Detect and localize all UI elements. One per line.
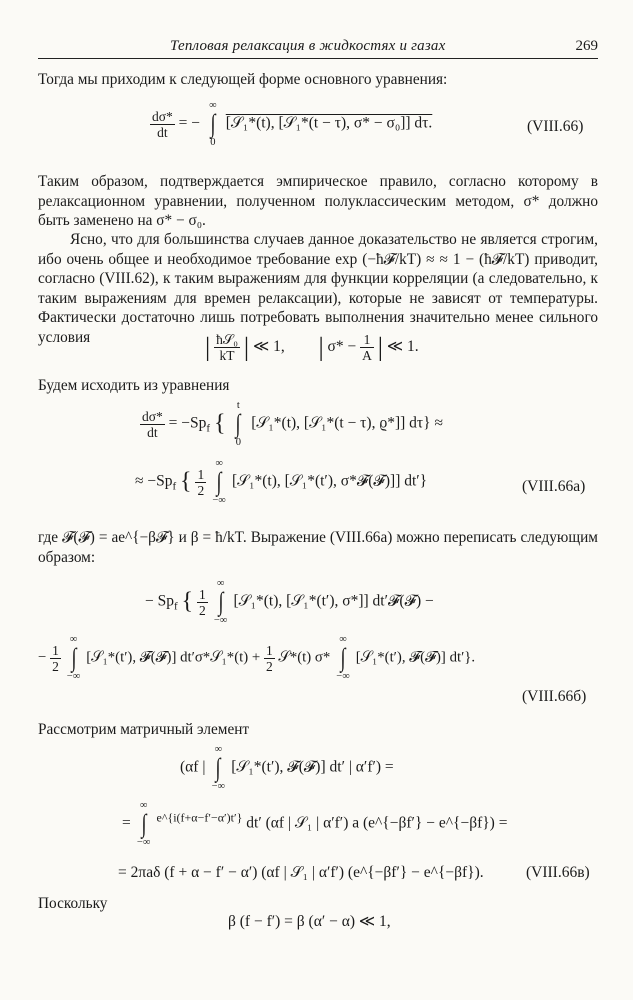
integral-lower-limit: 0: [235, 437, 241, 448]
condition-relation-b: ≪ 1.: [386, 338, 419, 356]
fraction-h-s0-kt: [214, 332, 240, 363]
integral-upper-limit: ∞: [339, 634, 347, 645]
equation-matrix-element: [180, 744, 394, 792]
paragraph-6: Рассмотрим матричный элемент: [38, 721, 250, 738]
equation-body: [𝒮₁*(t), [𝒮₁*(t − τ), σ* − σ₀]] dτ.: [225, 114, 433, 132]
paragraph-4: Будем исходить из уравнения: [38, 377, 230, 394]
equation-body: = 2πaδ (f + α − f′ − α′) (αf | 𝒮₁ | α′f′) (e^{−βf′} − e^{−βf}).: [118, 864, 484, 881]
integral-lower-limit: 0: [210, 137, 216, 148]
equation-number-viii-66a: (VIII.66а): [522, 478, 586, 495]
equation-body: [𝒮₁*(t′), 𝓕(𝓕)] dt′ | α′f′) =: [231, 758, 394, 776]
exponential-factor: e^{i(f+α−f′−α′)t′}: [156, 810, 243, 825]
integral-lower-limit: −∞: [213, 615, 228, 626]
fraction-denominator: 2: [265, 658, 273, 674]
fraction-numerator: 1: [52, 642, 59, 658]
fraction-numerator: dσ*: [142, 408, 163, 424]
fraction-denominator: 2: [197, 482, 205, 498]
condition-relation-a: ≪ 1,: [252, 338, 285, 356]
integral-lower-limit: −∞: [66, 671, 81, 682]
integral-sign: ∞ ∫ 0: [204, 100, 222, 148]
header-title: Тепловая релаксация в жидкостях и газах: [170, 38, 446, 54]
fraction-half-2: [264, 643, 275, 674]
fraction-denominator: A: [362, 348, 372, 363]
matrix-element-open: (αf |: [180, 758, 206, 776]
equation-matrix-expansion: [122, 800, 507, 848]
equation-operator: −: [38, 649, 47, 666]
integral-lower-limit: −∞: [136, 837, 151, 848]
fraction-denominator: 2: [52, 658, 59, 674]
fraction-numerator: 1: [198, 586, 206, 602]
integral-sign: ∞ ∫ −∞: [209, 744, 227, 792]
equation-viii-66v: [118, 864, 484, 882]
integral-lower-limit: −∞: [211, 781, 226, 792]
fraction-numerator: 1: [197, 466, 205, 482]
fraction-half: [197, 587, 208, 618]
equation-body-part-2: 𝒮*(t) σ*: [278, 649, 331, 666]
equation-number-viii-66b: (VIII.66б): [522, 688, 587, 705]
paragraph-2: Таким образом, подтверждается эмпирическое правило, согласно которому в релаксационном уравнении, полученном полуклассическим методом, σ* должно быть заменено на σ* − σ₀.: [38, 173, 598, 229]
condition-equation: | $\frac{\text{ħ𝒮₀}}{kT}$ | ≪ 1, | σ* − $\frac{1}{A}$ | ≪ 1.: [205, 332, 419, 363]
condition-sigma: σ* −: [327, 338, 357, 356]
equation-body: dt′ (αf | 𝒮₁ | α′f′) a (e^{−βf′} − e^{−βf}) =: [246, 814, 508, 832]
integral-sign: ∞ ∫ −∞: [135, 800, 153, 848]
paragraph-7: Поскольку: [38, 895, 108, 912]
integral-sign: ∞ ∫ −∞: [65, 634, 83, 682]
integral-sign: t ∫ 0: [229, 400, 247, 448]
equation-body: β (f − f′) = β (α′ − α) ≪ 1,: [228, 913, 391, 930]
integral-sign-2: ∞ ∫ −∞: [334, 634, 352, 682]
fraction-half: [195, 467, 206, 498]
integral-upper-limit: ∞: [215, 458, 223, 469]
equation-viii-66a: ≈ $-Sp_f$ { $\frac{1}{2}$ ∞ ∫ −∞ [𝒮₁*(t), [𝒮₁*(t′), σ*𝓕(𝓕)]] dt′}: [135, 458, 428, 506]
equation-operator: − Sp: [145, 592, 174, 610]
fraction-dsigma-dt: [140, 409, 165, 440]
integral-sign: ∞ ∫ −∞: [210, 458, 228, 506]
integral-upper-limit: ∞: [209, 100, 217, 111]
trace-subscript: f: [174, 600, 178, 613]
trace-subscript: f: [172, 480, 177, 493]
integral-lower-limit: −∞: [336, 671, 350, 682]
equation-beta-condition: [228, 912, 391, 931]
fraction-numerator: ħ𝒮₀: [216, 332, 238, 347]
integral-upper-limit: ∞: [216, 578, 225, 589]
equation-body-part-1: [𝒮₁*(t′), 𝓕(𝓕)] dt′σ*𝒮₁*(t) +: [86, 649, 261, 666]
equation-rewrite-line-2: [38, 634, 475, 682]
equation-operator: =: [122, 814, 131, 832]
equation-body-part-3: [𝒮₁*(t′), 𝓕(𝓕)] dt′}.: [355, 649, 476, 666]
equation-number-viii-66v: (VIII.66в): [526, 864, 590, 881]
equation-body: [𝒮₁*(t), [𝒮₁*(t − τ), ϱ*]] dτ} ≈: [251, 414, 443, 432]
integral-upper-limit: ∞: [139, 800, 148, 811]
integral-upper-limit: ∞: [69, 634, 78, 645]
equation-operator: = −Sp: [168, 414, 207, 432]
paragraph-3: Ясно, что для большинства случаев данное доказательство не является строгим, ибо очень общее и необходимое требование exp (−ħ𝓕/kT) ≈ ≈ 1 − (ħ𝓕/kT) приводит, согласно (VIII.62), к таким выражениям для функции корреляции (а следовательно, к таким выражениям для времен релаксации), которые не зависят от температуры. Фактически достаточно лишь потребовать выполнения значительно менее сильного условия: [38, 231, 598, 346]
fraction-denominator: dt: [157, 124, 168, 140]
equation-starting: $\frac{d\sigma*}{dt}$ = $-Sp_f$ { t ∫ 0 [𝒮₁*(t), [𝒮₁*(t − τ), ϱ*]] dτ} ≈: [142, 400, 443, 448]
fraction-1-a: [360, 332, 374, 363]
equation-number-viii-66: (VIII.66): [527, 118, 584, 135]
page-number: 269: [575, 38, 598, 54]
paragraph-5: где 𝓕(𝓕) = ae^{−β𝓕} и β = ħ/kT. Выражение (VIII.66а) можно переписать следующим образом:: [38, 529, 598, 566]
equation-viii-66: [150, 100, 432, 148]
fraction-numerator: 1: [360, 332, 374, 348]
integral-upper-limit: t: [236, 400, 240, 411]
integral-upper-limit: ∞: [214, 744, 223, 755]
equation-body: [𝒮₁*(t), [𝒮₁*(t′), σ*𝓕(𝓕)]] dt′}: [231, 472, 428, 490]
fraction-dsigma-dt: [150, 109, 175, 140]
equation-rewrite-line-1: − $Sp_f$ { $\frac{1}{2}$ ∞ ∫ −∞ [𝒮₁*(t), [𝒮₁*(t′), σ*]] dt′𝓕(𝓕) −: [145, 578, 434, 626]
paragraph-1: Тогда мы приходим к следующей форме основного уравнения:: [38, 71, 448, 88]
integral-sign: ∞ ∫ −∞: [212, 578, 230, 626]
integral-lower-limit: −∞: [212, 495, 226, 506]
fraction-numerator: 1: [265, 642, 273, 658]
fraction-denominator: kT: [219, 348, 235, 363]
fraction-numerator: dσ*: [152, 108, 173, 124]
fraction-denominator: dt: [147, 424, 158, 440]
running-header: [38, 38, 598, 59]
equation-body: [𝒮₁*(t), [𝒮₁*(t′), σ*]] dt′𝓕(𝓕) −: [233, 592, 434, 610]
fraction-denominator: 2: [198, 602, 206, 618]
equation-operator: = −: [178, 114, 201, 132]
fraction-half: [50, 643, 61, 674]
equation-operator: ≈ −Sp: [135, 472, 173, 490]
trace-subscript: f: [206, 422, 211, 435]
